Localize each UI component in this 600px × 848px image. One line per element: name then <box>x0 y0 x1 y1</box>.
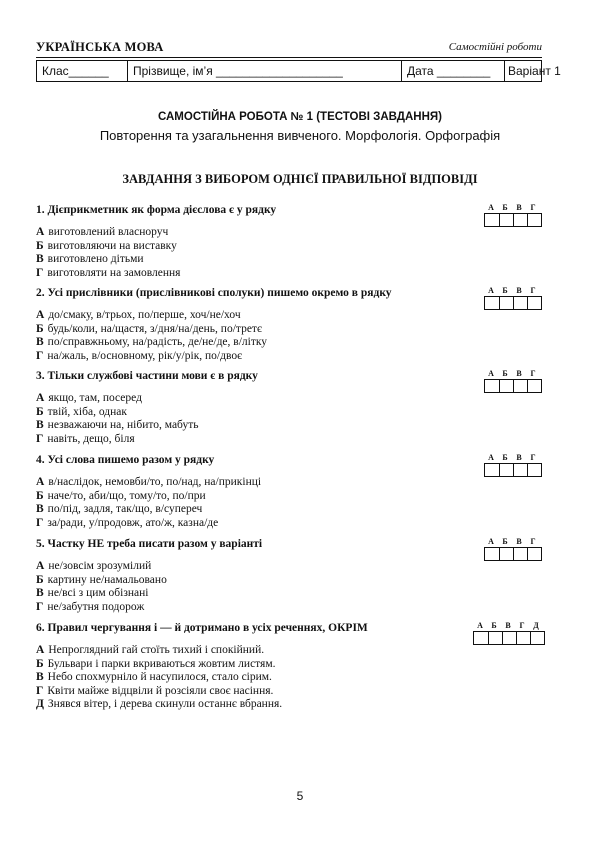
option-text: не/забутня подорож <box>47 600 145 613</box>
answer-box[interactable] <box>499 464 513 476</box>
option <box>36 658 546 672</box>
date-field: Дата ________ <box>401 61 504 81</box>
answer-box[interactable] <box>513 214 527 226</box>
answer-box[interactable] <box>488 632 502 644</box>
option-letter: А <box>36 476 45 488</box>
option-letter: Б <box>36 573 44 586</box>
answer-box[interactable] <box>527 214 541 226</box>
option <box>36 671 546 685</box>
option-text: Непроглядний гай стоїть тихий і спокійний. <box>48 644 265 656</box>
answer-box[interactable] <box>499 214 513 226</box>
answer-letter: В <box>516 286 522 295</box>
answer-letter: Г <box>530 369 536 378</box>
question-2 <box>36 285 546 363</box>
answer-letter: В <box>516 537 522 546</box>
option-letter: В <box>36 253 44 265</box>
answer-grid <box>484 452 542 477</box>
student-info-row <box>36 60 561 82</box>
option <box>36 406 546 420</box>
option <box>36 323 546 337</box>
question-4 <box>36 452 546 530</box>
answer-box[interactable] <box>513 548 527 560</box>
option-letter: А <box>36 560 45 572</box>
work-type-label: Самостійні роботи <box>448 41 542 53</box>
answer-letter: В <box>505 621 511 630</box>
question-text: 2. Усі прислівники (прислівникові сполуки) пишемо окремо в рядку <box>36 287 392 299</box>
option-letter: Б <box>36 405 44 418</box>
option-text: виготовляючи на виставку <box>47 239 177 252</box>
option-list <box>36 560 546 614</box>
answer-letter: Г <box>530 203 536 212</box>
option-list <box>36 644 546 712</box>
answer-letter: Б <box>491 621 497 630</box>
option-text: наче/то, аби/що, тому/то, по/при <box>47 489 206 502</box>
option <box>36 574 546 588</box>
class-field: Клас______ <box>42 64 109 78</box>
option <box>36 698 546 712</box>
question-text: 4. Усі слова пишемо разом у рядку <box>36 454 215 466</box>
answer-box[interactable] <box>485 297 499 309</box>
page-header <box>36 40 542 56</box>
option <box>36 419 546 433</box>
option-letter: А <box>36 309 45 321</box>
answer-letter: Г <box>530 286 536 295</box>
question-1 <box>36 202 546 280</box>
answer-letter: А <box>488 369 494 378</box>
page-number: 5 <box>296 789 304 803</box>
option-text: не/зовсім зрозумілий <box>48 560 152 572</box>
option-text: виготовлено дітьми <box>47 253 144 265</box>
answer-box[interactable] <box>527 380 541 392</box>
option-text: Небо спохмурніло й насупилося, стало сірим. <box>47 671 272 683</box>
option <box>36 587 546 601</box>
option-text: по/справжньому, на/радість, де/не/де, в/літку <box>47 336 268 348</box>
option-list <box>36 392 546 446</box>
answer-box[interactable] <box>516 632 530 644</box>
work-title: САМОСТІЙНА РОБОТА № 1 (ТЕСТОВІ ЗАВДАННЯ) <box>157 111 443 123</box>
option-text: не/всі з цим обізнані <box>47 587 149 599</box>
answer-letter: Г <box>530 453 536 462</box>
option <box>36 267 546 281</box>
option-letter: Г <box>36 516 44 529</box>
option-text: незважаючи на, нібито, мабуть <box>47 419 199 431</box>
option-letter: Б <box>36 322 44 335</box>
answer-box[interactable] <box>485 214 499 226</box>
option-text: по/під, задля, так/що, в/супереч <box>47 503 203 515</box>
answer-letter: Б <box>502 203 508 212</box>
option-text: навіть, дещо, біля <box>47 432 135 445</box>
option-letter: Д <box>36 698 44 710</box>
option-list <box>36 309 546 363</box>
option-letter: А <box>36 226 45 238</box>
question-text: 5. Частку НЕ треба писати разом у варіанті <box>36 538 263 550</box>
option-text: твій, хіба, однак <box>47 405 127 418</box>
answer-box[interactable] <box>499 548 513 560</box>
answer-letter: Б <box>502 537 508 546</box>
option <box>36 226 546 240</box>
answer-letter: Б <box>502 369 508 378</box>
option <box>36 685 546 699</box>
option-text: виготовляти на замовлення <box>47 266 181 279</box>
option-letter: В <box>36 336 44 348</box>
option <box>36 476 546 490</box>
answer-box[interactable] <box>474 632 488 644</box>
option-letter: А <box>36 392 45 404</box>
option-text: картину не/намальовано <box>47 573 167 586</box>
answer-grid <box>473 620 545 645</box>
answer-box[interactable] <box>513 297 527 309</box>
subject-title: УКРАЇНСЬКА МОВА <box>36 40 164 54</box>
option-letter: Г <box>36 349 44 362</box>
answer-letter: А <box>488 453 494 462</box>
question-5 <box>36 536 546 614</box>
answer-letter: А <box>477 621 483 630</box>
option <box>36 560 546 574</box>
option-text: Знявся вітер, і дерева скинули останнє вбрання. <box>47 698 283 710</box>
option-text: будь/коли, на/щастя, з/дня/на/день, по/третє <box>47 322 262 335</box>
question-text: 3. Тільки службові частини мови є в рядку <box>36 370 258 382</box>
option-text: Квіти майже відцвіли й розсіяли своє насіння. <box>47 684 274 697</box>
option <box>36 309 546 323</box>
work-subtitle: Повторення та узагальнення вивченого. Морфологія. Орфографія <box>99 128 501 143</box>
answer-letter: А <box>488 537 494 546</box>
option <box>36 253 546 267</box>
option-text: Бульвари і парки вкриваються жовтим листям. <box>47 657 276 670</box>
answer-box[interactable] <box>485 380 499 392</box>
question-3 <box>36 368 546 446</box>
variant-field: Варіант 1 <box>504 61 541 81</box>
option-letter: Г <box>36 684 44 697</box>
option <box>36 392 546 406</box>
option-letter: В <box>36 587 44 599</box>
option-letter: Б <box>36 489 44 502</box>
option <box>36 503 546 517</box>
answer-letter: А <box>488 286 494 295</box>
option-letter: Г <box>36 266 44 279</box>
answer-letter: А <box>488 203 494 212</box>
option-letter: Г <box>36 600 44 613</box>
option-list <box>36 476 546 530</box>
header-divider <box>36 57 542 58</box>
answer-letter: В <box>516 453 522 462</box>
answer-letter: Г <box>530 537 536 546</box>
option <box>36 601 546 615</box>
answer-letter: Б <box>502 286 508 295</box>
answer-box[interactable] <box>485 548 499 560</box>
option <box>36 350 546 364</box>
option <box>36 490 546 504</box>
option-text: виготовлений власноруч <box>48 226 169 238</box>
option-text: до/смаку, в/трьох, по/перше, хоч/не/хоч <box>48 309 241 321</box>
option <box>36 240 546 254</box>
answer-letter: Д <box>533 621 539 630</box>
option-letter: В <box>36 671 44 683</box>
answer-box[interactable] <box>499 380 513 392</box>
answer-letter: Б <box>502 453 508 462</box>
question-text: 1. Дієприкметник як форма дієслова є у рядку <box>36 204 277 216</box>
answer-box[interactable] <box>527 464 541 476</box>
question-6 <box>36 620 546 712</box>
answer-box[interactable] <box>530 632 544 644</box>
answer-grid <box>484 202 542 227</box>
answer-box[interactable] <box>485 464 499 476</box>
answer-box[interactable] <box>513 380 527 392</box>
name-field: Прізвище, ім’я ___________________ <box>127 61 401 81</box>
option-text: якщо, там, посеред <box>48 392 142 404</box>
option-letter: Г <box>36 432 44 445</box>
option-list <box>36 226 546 280</box>
answer-box[interactable] <box>499 297 513 309</box>
option <box>36 517 546 531</box>
option-text: за/ради, у/продовж, ато/ж, казна/де <box>47 516 219 529</box>
answer-box[interactable] <box>513 464 527 476</box>
answer-letter: В <box>516 203 522 212</box>
answer-grid <box>484 368 542 393</box>
option-letter: В <box>36 503 44 515</box>
answer-letter: Г <box>519 621 525 630</box>
answer-grid <box>484 536 542 561</box>
answer-letter: В <box>516 369 522 378</box>
option-text: на/жаль, в/основному, рік/у/рік, по/двоє <box>47 349 243 362</box>
option-letter: Б <box>36 657 44 670</box>
answer-box[interactable] <box>527 548 541 560</box>
option-letter: А <box>36 644 45 656</box>
option <box>36 433 546 447</box>
section-title: ЗАВДАННЯ З ВИБОРОМ ОДНІЄЇ ПРАВИЛЬНОЇ ВІДПОВІДІ <box>122 172 478 186</box>
option-letter: В <box>36 419 44 431</box>
answer-grid <box>484 285 542 310</box>
option-text: в/наслідок, немовби/то, по/над, на/прикінці <box>48 476 262 488</box>
option <box>36 336 546 350</box>
answer-box[interactable] <box>502 632 516 644</box>
option-letter: Б <box>36 239 44 252</box>
answer-box[interactable] <box>527 297 541 309</box>
question-text: 6. Правил чергування і — й дотримано в усіх реченнях, ОКРІМ <box>36 622 368 634</box>
option <box>36 644 546 658</box>
